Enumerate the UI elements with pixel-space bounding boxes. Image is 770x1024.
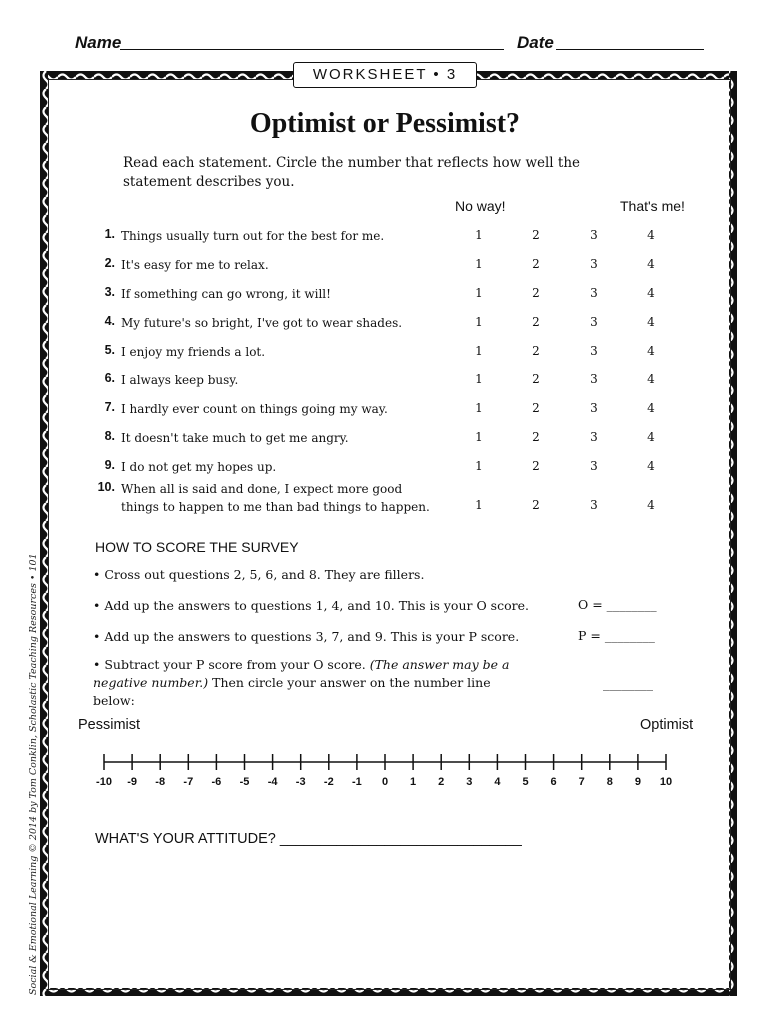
question-row xyxy=(95,371,695,393)
answer-option-3[interactable]: 3 xyxy=(590,430,598,444)
question-number: 7. xyxy=(104,400,115,414)
question-text: I hardly ever count on things going my way. xyxy=(121,402,388,416)
question-row xyxy=(95,480,695,514)
scoring-step-4-end: Then circle your answer on the number line below: xyxy=(93,675,491,708)
question-text: It doesn't take much to get me angry. xyxy=(121,431,349,445)
answer-option-1[interactable]: 1 xyxy=(475,315,483,329)
question-row xyxy=(95,458,695,480)
answer-option-1[interactable]: 1 xyxy=(475,286,483,300)
scale-low-label: No way! xyxy=(455,198,506,214)
number-line-value[interactable]: -8 xyxy=(155,776,166,788)
number-line-value[interactable]: -1 xyxy=(352,776,362,788)
page-title: Optimist or Pessimist? xyxy=(249,108,521,139)
answer-option-1[interactable]: 1 xyxy=(475,344,483,358)
side-credit: Social & Emotional Learning © 2014 by Tom Conklin, Scholastic Teaching Resources • 101 xyxy=(28,553,39,995)
answer-option-2[interactable]: 2 xyxy=(532,344,540,358)
answer-option-2[interactable]: 2 xyxy=(532,286,540,300)
answer-option-1[interactable]: 1 xyxy=(475,228,483,242)
number-line-value[interactable]: -9 xyxy=(127,776,137,788)
number-line-value[interactable]: 5 xyxy=(522,776,529,788)
question-text: If something can go wrong, it will! xyxy=(121,287,331,301)
question-text: I always keep busy. xyxy=(121,373,239,387)
number-line-value[interactable]: -7 xyxy=(183,776,194,788)
scale-high-label: That's me! xyxy=(620,198,685,214)
number-line-value[interactable]: -5 xyxy=(239,776,250,788)
name-field[interactable] xyxy=(120,49,504,50)
answer-option-2[interactable]: 2 xyxy=(532,372,540,386)
worksheet-label: WORKSHEET • 3 xyxy=(293,62,477,88)
question-number: 6. xyxy=(104,371,115,385)
number-line-value[interactable]: 8 xyxy=(606,776,613,788)
scoring-step-3: • Add up the answers to questions 3, 7, and 9. This is your P score. xyxy=(93,629,520,644)
answer-option-2[interactable]: 2 xyxy=(532,257,540,271)
question-text: I do not get my hopes up. xyxy=(121,460,277,474)
question-row xyxy=(95,343,695,365)
result-field[interactable]: ________ xyxy=(603,676,653,691)
answer-option-4[interactable]: 4 xyxy=(647,430,655,444)
question-number: 4. xyxy=(104,314,115,328)
question-number: 8. xyxy=(104,429,115,443)
answer-option-4[interactable]: 4 xyxy=(647,344,655,358)
question-text: When all is said and done, I expect more good things to happen to me than bad things to happen. xyxy=(121,482,430,514)
number-line-value[interactable]: 0 xyxy=(381,776,389,788)
question-text: It's easy for me to relax. xyxy=(121,258,269,272)
answer-option-3[interactable]: 3 xyxy=(590,344,598,358)
answer-option-4[interactable]: 4 xyxy=(647,286,655,300)
answer-option-4[interactable]: 4 xyxy=(647,257,655,271)
number-line-value[interactable]: 7 xyxy=(578,776,585,788)
number-line xyxy=(90,750,680,774)
inner-frame xyxy=(48,79,731,990)
number-line-value[interactable]: -10 xyxy=(96,776,112,788)
answer-option-1[interactable]: 1 xyxy=(475,372,483,386)
answer-option-2[interactable]: 2 xyxy=(532,228,540,242)
question-row xyxy=(95,256,695,278)
number-line-value[interactable]: -2 xyxy=(323,776,334,788)
question-row xyxy=(95,429,695,451)
question-number: 2. xyxy=(104,256,115,270)
number-line-value[interactable]: 2 xyxy=(438,776,445,788)
answer-option-3[interactable]: 3 xyxy=(590,286,598,300)
answer-option-2[interactable]: 2 xyxy=(532,315,540,329)
answer-option-3[interactable]: 3 xyxy=(590,498,598,512)
instructions: Read each statement. Circle the number that reflects how well the statement describes you. xyxy=(123,155,581,190)
answer-option-3[interactable]: 3 xyxy=(590,257,598,271)
name-label: Name xyxy=(75,33,122,52)
answer-option-4[interactable]: 4 xyxy=(647,498,655,512)
number-line-value[interactable]: -6 xyxy=(211,776,222,788)
scoring-step-4-note: (The answer may be a negative number.) xyxy=(93,657,510,690)
answer-option-1[interactable]: 1 xyxy=(475,401,483,415)
question-row xyxy=(95,227,695,249)
answer-option-3[interactable]: 3 xyxy=(590,315,598,329)
question-text: Things usually turn out for the best for me. xyxy=(121,229,385,243)
question-number: 5. xyxy=(104,343,115,357)
question-text: My future's so bright, I've got to wear shades. xyxy=(121,316,403,330)
answer-option-1[interactable]: 1 xyxy=(475,459,483,473)
number-line-value[interactable]: -3 xyxy=(295,776,306,788)
number-line-value[interactable]: -4 xyxy=(267,776,278,788)
question-row xyxy=(95,285,695,307)
answer-option-4[interactable]: 4 xyxy=(647,401,655,415)
attitude-prompt[interactable]: WHAT'S YOUR ATTITUDE? ______________________________ xyxy=(95,831,522,847)
date-field[interactable] xyxy=(556,49,704,50)
scoring-step-1: • Cross out questions 2, 5, 6, and 8. They are fillers. xyxy=(93,567,425,582)
answer-option-3[interactable]: 3 xyxy=(590,372,598,386)
answer-option-3[interactable]: 3 xyxy=(590,459,598,473)
optimist-label: Optimist xyxy=(640,717,694,733)
pessimist-label: Pessimist xyxy=(78,717,141,733)
number-line-value[interactable]: 10 xyxy=(659,776,673,788)
number-line-value[interactable]: 9 xyxy=(634,776,641,788)
scoring-step-4 xyxy=(93,656,523,710)
question-row xyxy=(95,400,695,422)
number-line-value[interactable]: 4 xyxy=(494,776,501,788)
scoring-heading: HOW TO SCORE THE SURVEY xyxy=(95,539,299,555)
scoring-step-4-main: • Subtract your P score from your O score. xyxy=(93,657,370,672)
answer-option-4[interactable]: 4 xyxy=(647,372,655,386)
number-line-value[interactable]: 1 xyxy=(410,776,417,788)
question-number: 1. xyxy=(104,227,115,241)
answer-option-4[interactable]: 4 xyxy=(647,315,655,329)
answer-option-1[interactable]: 1 xyxy=(475,498,483,512)
answer-option-2[interactable]: 2 xyxy=(532,401,540,415)
answer-option-3[interactable]: 3 xyxy=(590,401,598,415)
answer-option-2[interactable]: 2 xyxy=(532,430,540,444)
number-line-value[interactable]: 6 xyxy=(550,776,557,788)
answer-option-3[interactable]: 3 xyxy=(590,228,598,242)
number-line-value[interactable]: 3 xyxy=(466,776,473,788)
p-score-field[interactable]: P = ________ xyxy=(578,628,655,643)
question-text: I enjoy my friends a lot. xyxy=(121,345,266,359)
date-label: Date xyxy=(517,33,554,52)
answer-option-1[interactable]: 1 xyxy=(475,257,483,271)
answer-option-4[interactable]: 4 xyxy=(647,228,655,242)
scoring-step-2: • Add up the answers to questions 1, 4, and 10. This is your O score. xyxy=(93,598,529,613)
question-row xyxy=(95,314,695,336)
question-number: 3. xyxy=(104,285,115,299)
question-number: 10. xyxy=(97,480,115,494)
answer-option-2[interactable]: 2 xyxy=(532,459,540,473)
o-score-field[interactable]: O = ________ xyxy=(578,597,657,612)
answer-option-1[interactable]: 1 xyxy=(475,430,483,444)
question-number: 9. xyxy=(104,458,115,472)
answer-option-4[interactable]: 4 xyxy=(647,459,655,473)
answer-option-2[interactable]: 2 xyxy=(532,498,540,512)
